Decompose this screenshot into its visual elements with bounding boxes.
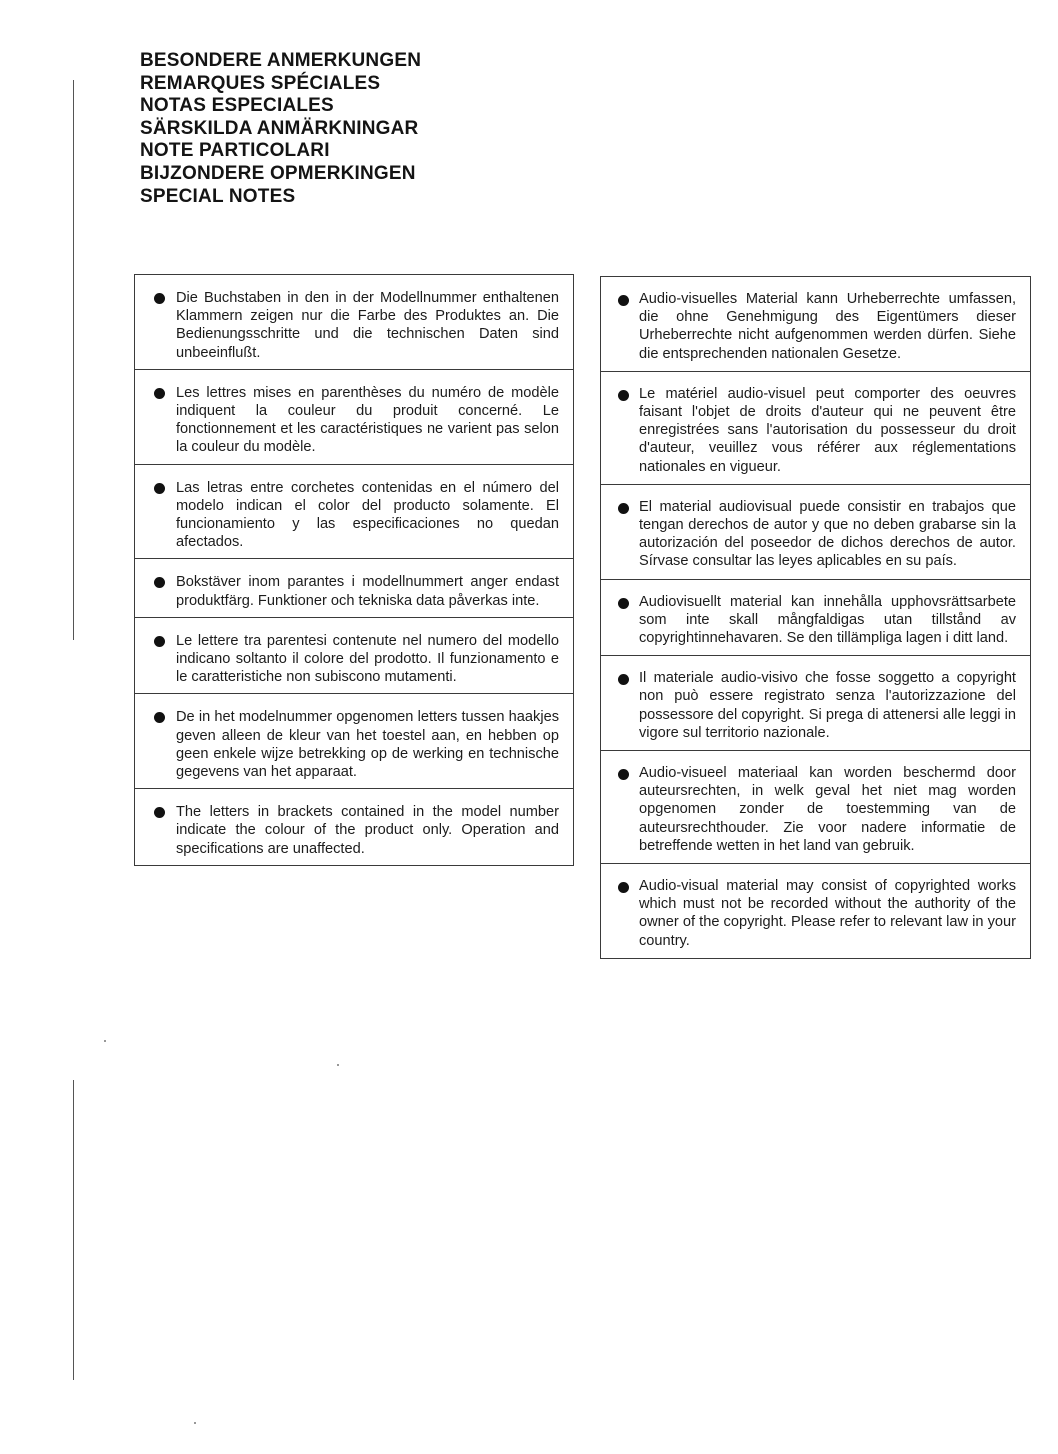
note-text: Las letras entre corchetes contenidas en el número del modelo indican el color del producto solamente. El funcionamiento y las especificaciones no quedan afectados. bbox=[176, 479, 559, 551]
note-text: Les lettres mises en parenthèses du numéro de modèle indiquent la couleur du produit concerné. Le fonctionnement et les caractéristiques ne varient pas selon la couleur du modèle. bbox=[176, 384, 559, 456]
note-text: Audio-visuelles Material kann Urheberrechte umfassen, die ohne Genehmigung des Eigentümers dieser Urheberrechte nicht aufgenommen werden dürfen. Siehe die entsprechenden nationalen Gesetze. bbox=[639, 291, 1016, 362]
page-title bbox=[140, 50, 421, 208]
scan-speck bbox=[194, 1422, 196, 1424]
bullet-icon bbox=[154, 483, 165, 494]
bullet-icon bbox=[154, 807, 165, 818]
heading-sv: SÄRSKILDA ANMÄRKNINGAR bbox=[140, 117, 419, 139]
note-text: Il materiale audio-visivo che fosse soggetto a copyright non può essere registrato senza l'autorizzazione del possessore del copyright. Si prega di attenersi alle leggi in vigore sul territorio nazionale. bbox=[639, 670, 1016, 741]
bullet-icon bbox=[618, 503, 629, 514]
heading-es: NOTAS ESPECIALES bbox=[140, 95, 334, 117]
note-text: Bokstäver inom parantes i modellnummert anger endast produktfärg. Funktioner och tekniska data påverkas inte. bbox=[176, 574, 559, 609]
note-colour-fr bbox=[135, 369, 573, 464]
heading-en: SPECIAL NOTES bbox=[140, 185, 296, 207]
note-colour-es bbox=[135, 464, 573, 559]
binding-line-top bbox=[73, 80, 74, 640]
note-copyright-it bbox=[601, 655, 1030, 750]
heading-de: BESONDERE ANMERKUNGEN bbox=[140, 50, 422, 71]
note-copyright-nl bbox=[601, 750, 1030, 863]
note-colour-de bbox=[135, 275, 573, 369]
note-text: Die Buchstaben in den in der Modellnummer enthaltenen Klammern zeigen nur die Farbe des Produktes an. Die Bedienungsschritte und die technischen Daten sind unbeeinflußt. bbox=[176, 290, 559, 361]
note-text: The letters in brackets contained in the model number indicate the colour of the product only. Operation and specifications are unaffected. bbox=[176, 804, 559, 857]
copyright-notes bbox=[600, 276, 1031, 959]
note-text: Audio-visual material may consist of copyrighted works which must not be recorded without the authority of the owner of the copyright. Please refer to relevant law in your country. bbox=[639, 878, 1016, 949]
note-copyright-fr bbox=[601, 371, 1030, 484]
note-colour-sv bbox=[135, 558, 573, 616]
note-copyright-sv bbox=[601, 579, 1030, 656]
product-colour-notes bbox=[134, 274, 574, 866]
bullet-icon bbox=[154, 577, 165, 588]
bullet-icon bbox=[618, 598, 629, 609]
binding-line-bottom bbox=[73, 1080, 74, 1380]
note-text: Le lettere tra parentesi contenute nel numero del modello indicano soltanto il colore del prodotto. Il funzionamento e le caratteristiche non subiscono mutamenti. bbox=[176, 632, 559, 686]
note-colour-en bbox=[135, 788, 573, 865]
heading-it: NOTE PARTICOLARI bbox=[140, 140, 330, 162]
bullet-icon bbox=[618, 769, 629, 780]
bullet-icon bbox=[154, 293, 165, 304]
note-text: Audiovisuellt material kan innehålla upphovsrättsarbete som inte skall mångfaldigas utan tillstånd av copyrightinnehavaren. Se den tillämpliga lagen i ditt land. bbox=[639, 593, 1016, 647]
bullet-icon bbox=[154, 636, 165, 647]
bullet-icon bbox=[618, 882, 629, 893]
note-text: De in het modelnummer opgenomen letters tussen haakjes geven alleen de kleur van het toestel aan, en hebben op geen enkele wijze betrekking op de werking en technische gegevens van het apparaat. bbox=[176, 709, 559, 781]
scan-speck bbox=[337, 1064, 339, 1066]
bullet-icon bbox=[618, 390, 629, 401]
note-colour-it bbox=[135, 617, 573, 694]
note-copyright-de bbox=[601, 277, 1030, 371]
bullet-icon bbox=[618, 674, 629, 685]
scan-speck bbox=[104, 1040, 106, 1042]
bullet-icon bbox=[154, 388, 165, 399]
note-text: Audio-visueel materiaal kan worden beschermd door auteursrechten, in welk geval het niet mag worden opgenomen zonder de toestemming van de auteursrechthouder. Zie voor nadere informatie de betreffende wetten in het land van gebruik. bbox=[639, 765, 1016, 854]
heading-fr: REMARQUES SPÉCIALES bbox=[140, 72, 381, 94]
note-colour-nl bbox=[135, 693, 573, 788]
note-text: El material audiovisual puede consistir en trabajos que tengan derechos de autor y que no deben grabarse sin la autorización del poseedor de dichos derechos de autor. Sírvase consultar las leyes aplicables en su país. bbox=[639, 498, 1016, 570]
bullet-icon bbox=[154, 712, 165, 723]
note-copyright-es bbox=[601, 484, 1030, 579]
note-copyright-en bbox=[601, 863, 1030, 958]
bullet-icon bbox=[618, 295, 629, 306]
note-text: Le matériel audio-visuel peut comporter des oeuvres faisant l'objet de droits d'auteur qui ne peuvent être enregistrées sans l'autorisation du possesseur du droit d'auteur, veuillez vous référer aux réglementations nationales en vigueur. bbox=[639, 385, 1016, 475]
heading-nl: BIJZONDERE OPMERKINGEN bbox=[140, 162, 416, 184]
